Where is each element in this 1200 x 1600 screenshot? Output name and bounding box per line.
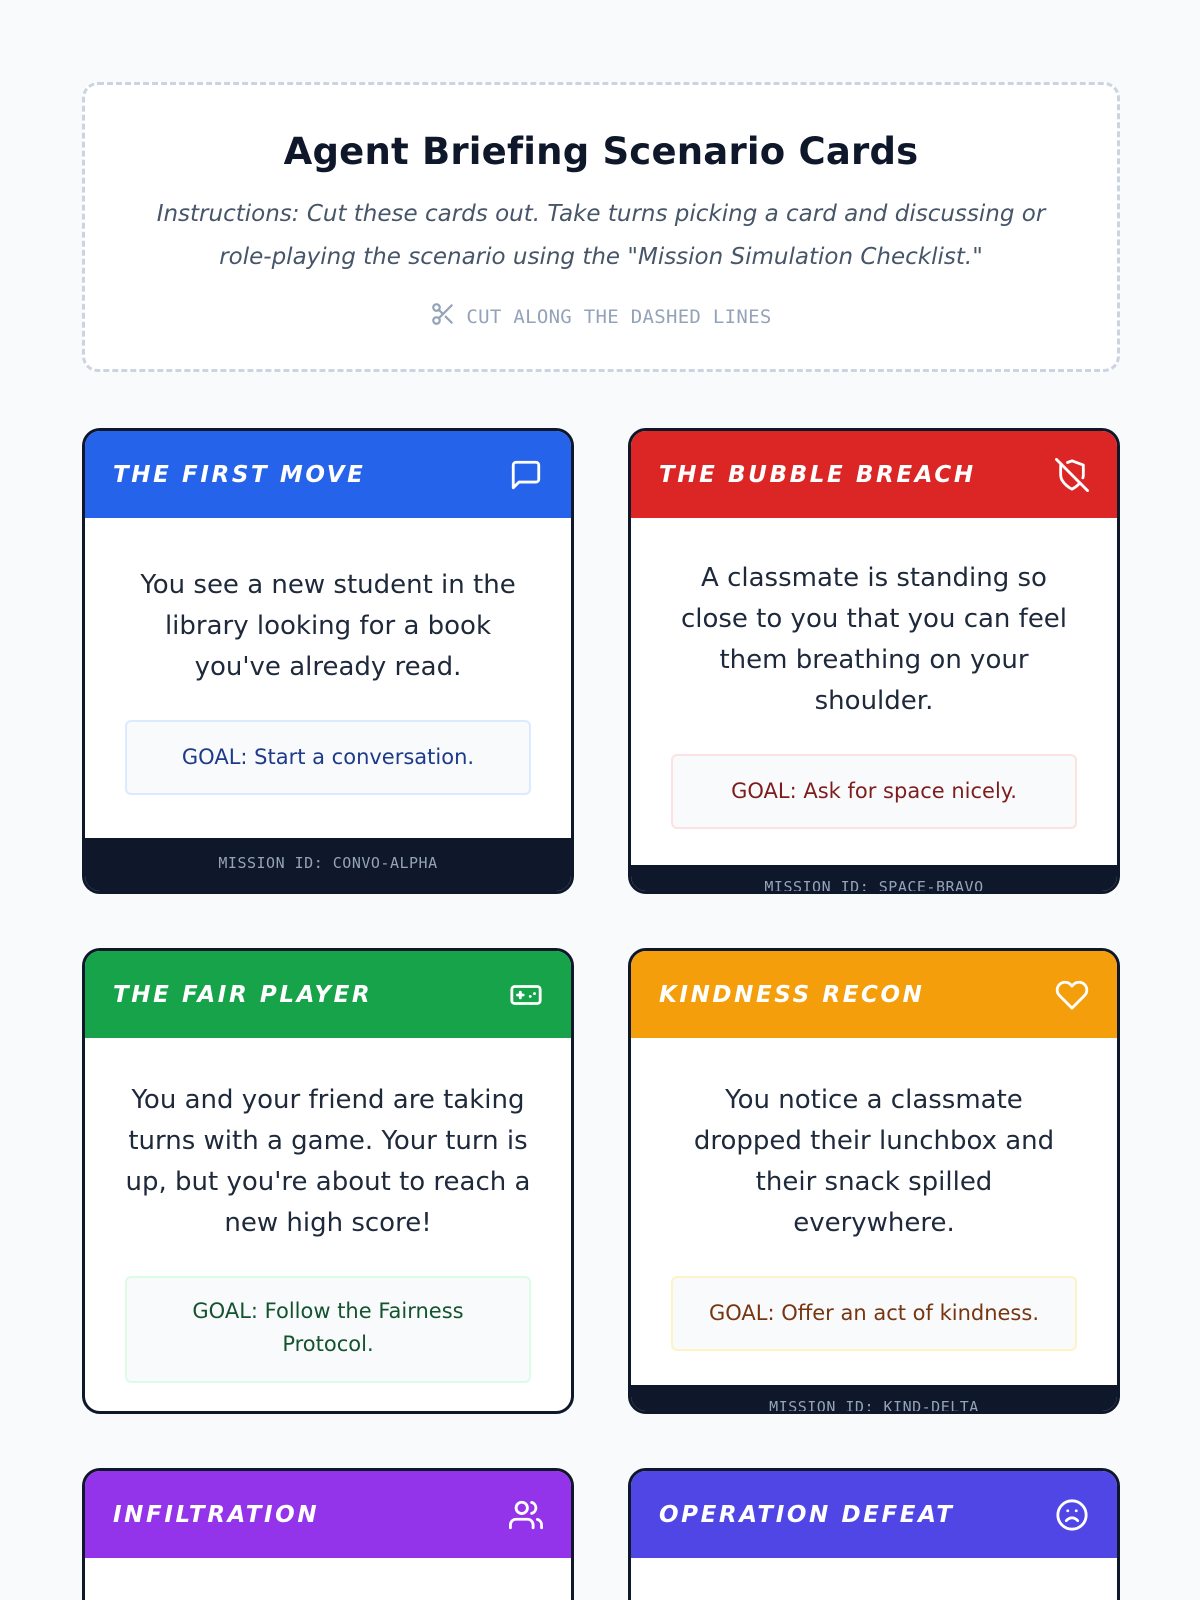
card-header (85, 951, 571, 1038)
card-scenario: You and your friend are taking turns with a game. Your turn is up, but you're about to reach a new high score! (125, 1085, 531, 1238)
scenario-card-operation-defeat (628, 1468, 1120, 1600)
card-goal: GOAL: Offer an act of kindness. (671, 1276, 1077, 1351)
scenario-card-first-move (82, 428, 574, 894)
shield-off-icon (1055, 458, 1089, 492)
cut-hint-label: CUT ALONG THE DASHED LINES (466, 305, 772, 328)
card-mission-id: MISSION ID: SPACE-BRAVO (631, 865, 1117, 891)
card-scenario: A classmate is standing so close to you that you can feel them breathing on your shoulder. (680, 563, 1068, 716)
heart-icon (1055, 978, 1089, 1012)
card-header (631, 431, 1117, 518)
scenario-card-fair-player (82, 948, 574, 1414)
scenario-card-bubble-breach (628, 428, 1120, 894)
card-title: THE BUBBLE BREACH (659, 461, 976, 488)
card-goal: GOAL: Ask for space nicely. (671, 754, 1077, 829)
card-title: KINDNESS RECON (659, 981, 925, 1008)
gamepad-icon (509, 978, 543, 1012)
card-mission-id: MISSION ID: CONVO-ALPHA (85, 838, 571, 891)
card-title: INFILTRATION (113, 1501, 320, 1528)
message-square-icon (509, 458, 543, 492)
card-mission-id: MISSION ID: KIND-DELTA (631, 1385, 1117, 1411)
page-title: Agent Briefing Scenario Cards (283, 130, 919, 173)
users-icon (509, 1498, 543, 1532)
card-header (85, 431, 571, 518)
instructions-text: Instructions: Cut these cards out. Take turns picking a card and discussing or role-playing the scenario using the "Mission Simulation Checklist." (156, 201, 1046, 270)
instructions-panel (82, 82, 1120, 372)
scenario-card-kindness-recon (628, 948, 1120, 1414)
card-goal: GOAL: Follow the Fairness Protocol. (125, 1276, 531, 1383)
card-scenario: You notice a classmate dropped their lunchbox and their snack spilled everywhere. (693, 1085, 1055, 1238)
card-header (631, 1471, 1117, 1558)
card-scenario: You see a new student in the library looking for a book you've already read. (140, 570, 516, 682)
card-goal: GOAL: Start a conversation. (125, 720, 531, 795)
scissors-icon (430, 301, 456, 332)
scenario-card-infiltration (82, 1468, 574, 1600)
card-title: THE FIRST MOVE (113, 461, 366, 488)
card-header (631, 951, 1117, 1038)
card-title: OPERATION DEFEAT (659, 1501, 955, 1528)
card-title: THE FAIR PLAYER (113, 981, 373, 1008)
cut-hint (85, 301, 1117, 332)
frown-icon (1055, 1498, 1089, 1532)
card-header (85, 1471, 571, 1558)
